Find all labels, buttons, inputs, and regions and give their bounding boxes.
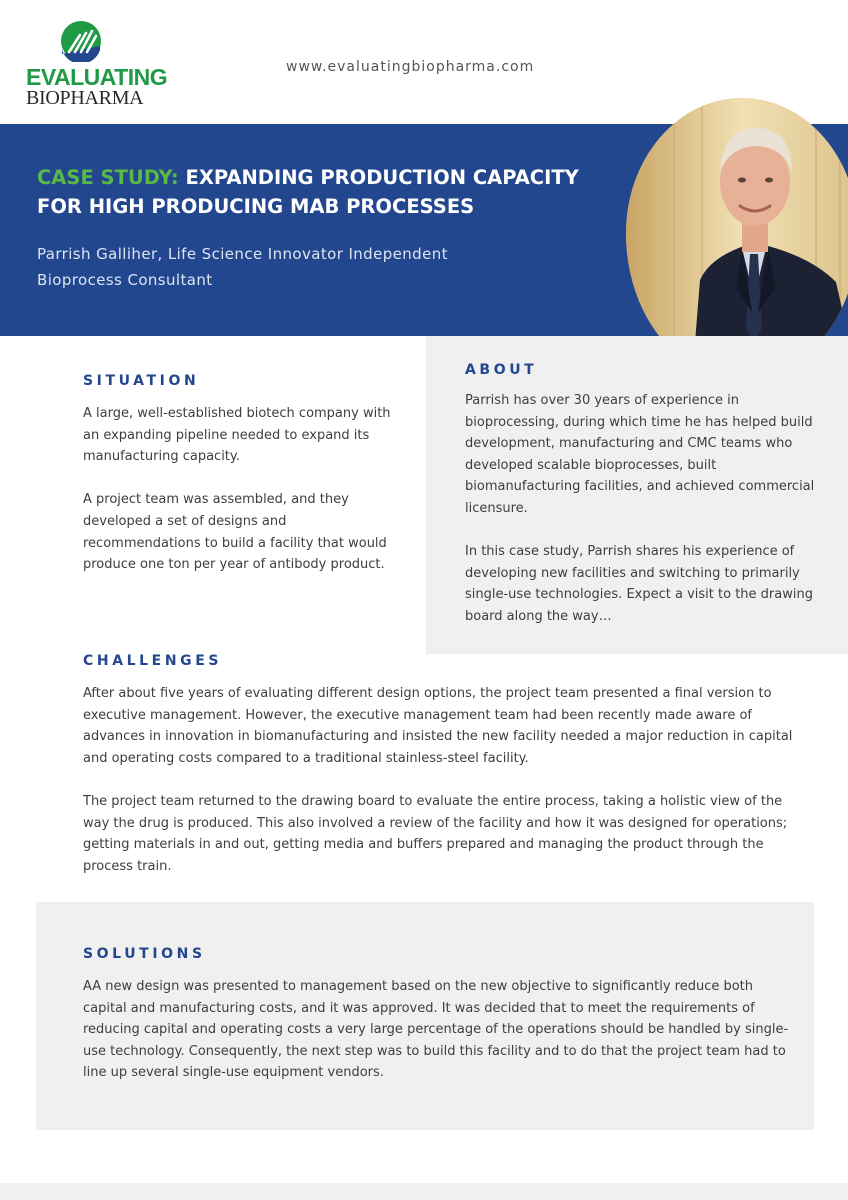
challenges-heading: CHALLENGES (83, 653, 223, 669)
challenges-paragraph: The project team returned to the drawing board to evaluate the entire process, taking a holistic view of the way the drug is produced. This also involved a review of the facility and how it was designed for operations; getting materials in and out, getting media and buffers prepared and managing the product through the process train. (83, 793, 788, 874)
title-accent: CASE STUDY: (37, 166, 179, 189)
logo-text-bottom: BIOPHARMA (26, 87, 144, 109)
solutions-heading: SOLUTIONS (83, 946, 206, 962)
about-paragraph: Parrish has over 30 years of experience in bioprocessing, during which time he has helped build development, manufacturing and CMC teams who developed scalable bioprocesses, built biomanufacturing facilities, and achieved commercial licensure. (465, 393, 815, 516)
logo (26, 20, 168, 110)
author-byline (37, 241, 467, 293)
situation-heading: SITUATION (83, 373, 200, 389)
solutions-body (83, 976, 793, 1084)
challenges-body (83, 683, 793, 877)
solutions-paragraph: AA new design was presented to management based on the new objective to significantly reduce both capital and manufacturing costs, and it was approved. It was decided that to meet the requirements of reducing capital and operating costs a very large percentage of the operations should be handled by single-use technology. Consequently, the next step was to build this facility and to do that the project team had to line up several single-use equipment vendors. (83, 979, 789, 1081)
website-link[interactable]: www.evaluatingbiopharma.com (286, 59, 535, 75)
about-body (465, 390, 825, 628)
logo-text-top: EVALUATING (26, 64, 168, 90)
logo-mark-icon (60, 20, 102, 62)
situation-paragraph: A project team was assembled, and they developed a set of designs and recommendations to build a facility that would produce one ton per year of antibody product. (83, 492, 387, 573)
author-line-1: Parrish Galliher, Life Science Innovator Independent (37, 245, 448, 263)
title-main: EXPANDING PRODUCTION CAPACITY FOR HIGH PRODUCING MAB PROCESSES (37, 166, 579, 218)
situation-paragraph: A large, well-established biotech company with an expanding pipeline needed to expand its manufacturing capacity. (83, 406, 391, 465)
page-title (37, 163, 597, 221)
footer-bar (0, 1183, 848, 1200)
about-heading: ABOUT (465, 362, 538, 378)
author-line-2: Bioprocess Consultant (37, 271, 213, 289)
challenges-paragraph: After about five years of evaluating different design options, the project team presented a final version to executive management. However, the executive management team had been recently made aware of advances in innovation in biomanufacturing and insisted the new facility needed a major reduction in capital and operating costs compared to a traditional stainless-steel facility. (83, 686, 793, 766)
about-paragraph: In this case study, Parrish shares his experience of developing new facilities and switching to primarily single-use technologies. Expect a visit to the drawing board along the way… (465, 544, 813, 624)
situation-body (83, 403, 393, 576)
